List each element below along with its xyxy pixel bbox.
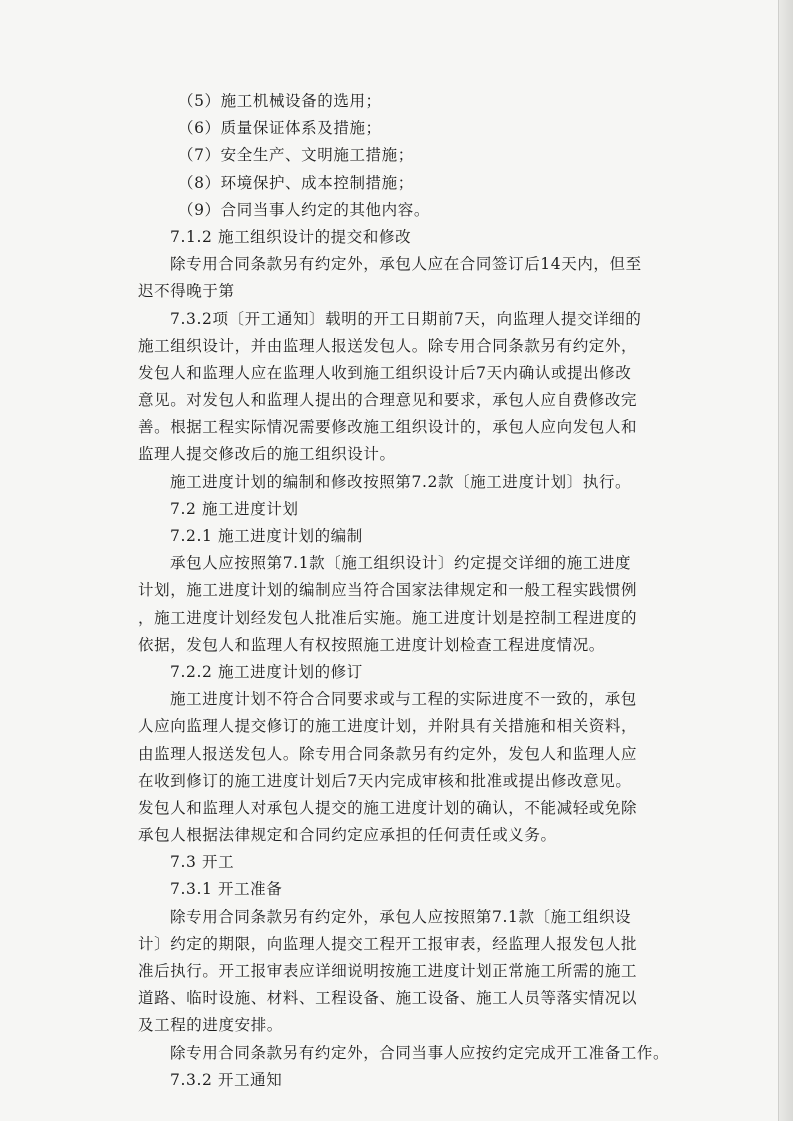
text-line: （8）环境保护、成本控制措施；: [178, 173, 414, 192]
text-line: （9）合同当事人约定的其他内容。: [178, 200, 430, 219]
text-line: 监理人提交修改后的施工组织设计。: [138, 445, 396, 464]
text-line: 准后执行。开工报审表应详细说明按施工进度计划正常施工所需的施工: [138, 962, 638, 980]
text-line: 施工进度计划的编制和修改按照第7.2款〔施工进度计划〕执行。: [170, 472, 632, 491]
text-line: 施工组织设计，并由监理人报送发包人。除专用合同条款另有约定外，: [138, 336, 638, 355]
text-line: 计〕约定的期限，向监理人提交工程开工报审表，经监理人报发包人批: [138, 934, 638, 953]
text-line: 7.3.2项〔开工通知〕载明的开工日期前7天，向监理人提交详细的: [170, 309, 642, 328]
text-line: （7）安全生产、文明施工措施；: [178, 146, 414, 165]
text-line: 人应向监理人提交修订的施工进度计划，并附具有关措施和相关资料，: [138, 717, 638, 736]
text-line: 7.1.2 施工组织设计的提交和修改: [170, 227, 412, 246]
text-line: 发包人和监理人应在监理人收到施工组织设计后7天内确认或提出修改: [138, 363, 632, 382]
text-line: （6）质量保证体系及措施；: [178, 119, 382, 138]
text-line: 依据，发包人和监理人有权按照施工进度计划检查工程进度情况。: [138, 635, 605, 654]
text-line: 善。根据工程实际情况需要修改施工组织设计的，承包人应向发包人和: [138, 418, 638, 437]
text-line: 除专用合同条款另有约定外，承包人应在合同签订后14天内，但至: [170, 255, 642, 274]
text-line: 7.2.1 施工进度计划的编制: [170, 527, 363, 545]
text-line: 意见。对发包人和监理人提出的合理意见和要求，承包人应自费修改完: [138, 391, 638, 410]
text-line: 道路、临时设施、材料、工程设备、施工设备、施工人员等落实情况以: [138, 989, 638, 1008]
text-line: 除专用合同条款另有约定外，合同当事人应按约定完成开工准备工作。: [170, 1043, 670, 1062]
text-line: 迟不得晚于第: [138, 282, 235, 301]
text-line: 7.3 开工: [170, 853, 235, 872]
text-line: 及工程的进度安排。: [138, 1016, 283, 1035]
page-edge: [778, 0, 793, 1121]
text-line: 施工进度计划不符合合同要求或与工程的实际进度不一致的，承包: [170, 690, 637, 709]
text-line: 7.3.2 开工通知: [170, 1070, 283, 1089]
text-line: 除专用合同条款另有约定外，承包人应按照第7.1款〔施工组织设: [170, 907, 632, 926]
text-line: 承包人根据法律规定和合同约定应承担的任何责任或义务。: [138, 826, 557, 845]
text-line: 在收到修订的施工进度计划后7天内完成审核和批准或提出修改意见。: [138, 771, 632, 790]
text-line: ，施工进度计划经发包人批准后实施。施工进度计划是控制工程进度的: [138, 608, 638, 627]
text-line: 7.2.2 施工进度计划的修订: [170, 662, 363, 681]
text-line: 7.2 施工进度计划: [170, 499, 299, 518]
text-line: 计划，施工进度计划的编制应当符合国家法律规定和一般工程实践惯例: [138, 581, 638, 600]
text-line: 7.3.1 开工准备: [170, 880, 283, 899]
document-body: [138, 88, 720, 1094]
text-line: 发包人和监理人对承包人提交的施工进度计划的确认，不能减轻或免除: [138, 798, 638, 817]
text-line: （5）施工机械设备的选用；: [178, 92, 382, 110]
text-line: 由监理人报送发包人。除专用合同条款另有约定外，发包人和监理人应: [138, 744, 638, 763]
text-line: 承包人应按照第7.1款〔施工组织设计〕约定提交详细的施工进度: [170, 554, 632, 573]
